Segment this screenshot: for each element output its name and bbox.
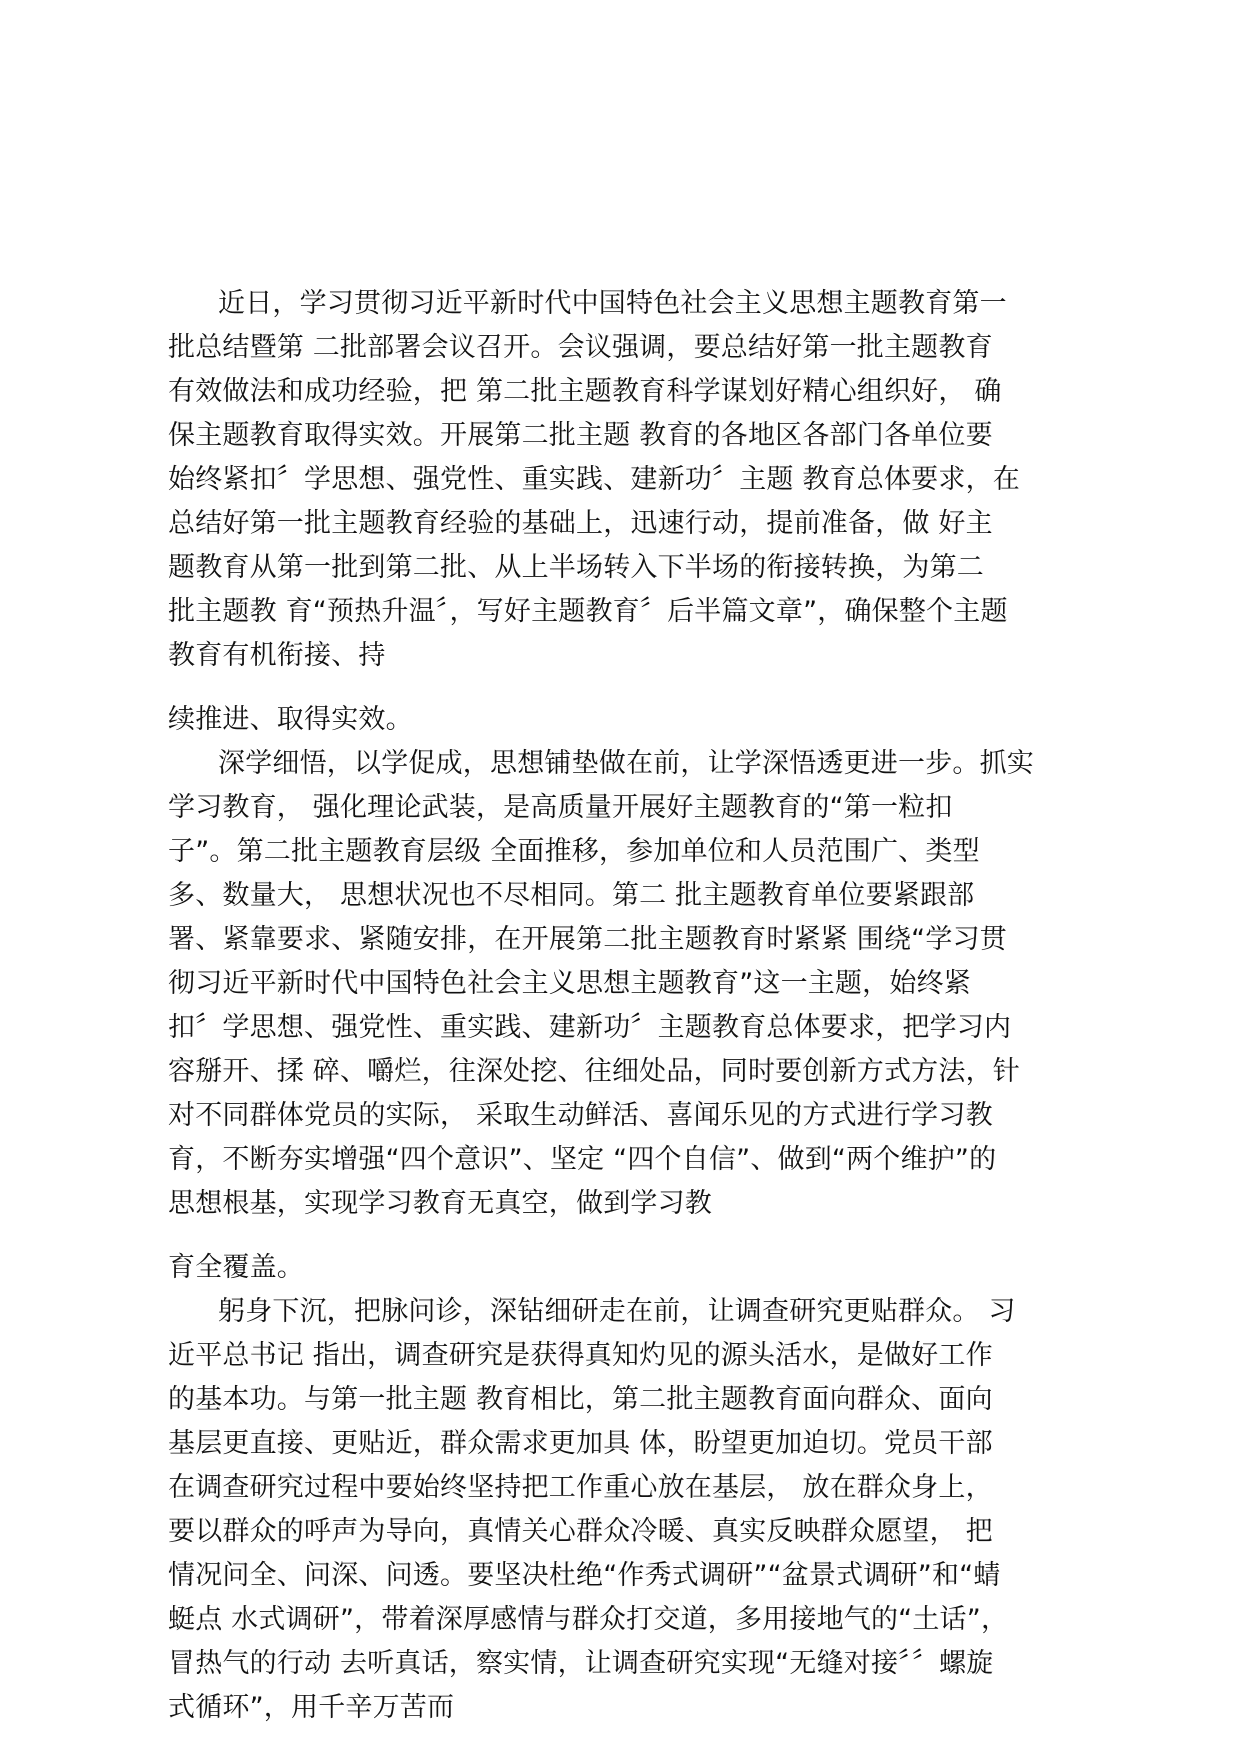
paragraph-line: 深学细悟，以学促成，思想铺垫做在前，让学深悟透更进一步。抓实 <box>218 748 1034 779</box>
paragraph-line: 有效做法和成功经验，把 第二批主题教育科学谋划好精心组织好， 确 <box>168 376 1002 407</box>
paragraph-line: 总结好第一批主题教育经验的基础上，迅速行动，提前准备，做 好主 <box>168 508 993 539</box>
document-body <box>168 282 1088 1730</box>
paragraph-line: 要以群众的呼声为导向，真情关心群众冷暖、真实反映群众愿望， 把 <box>168 1516 993 1547</box>
paragraph-1-continuation <box>168 698 1088 742</box>
paragraph-line: 署、紧靠要求、紧随安排，在开展第二批主题教育时紧紧 围绕“学习贯 <box>168 924 1007 955</box>
paragraph-line: 批主题教 育“预热升温〞，写好主题教育〞后半篇文章”，确保整个主题 <box>168 596 1008 627</box>
paragraph-line: 育全覆盖。 <box>168 1252 304 1283</box>
paragraph-1 <box>168 282 1088 678</box>
paragraph-line: 批总结暨第 二批部署会议召开。会议强调，要总结好第一批主题教育 <box>168 332 993 363</box>
paragraph-line: 学习教育， 强化理论武装，是高质量开展好主题教育的“第一粒扣 <box>168 792 953 823</box>
paragraph-line: 子”。第二批主题教育层级 全面推移，参加单位和人员范围广、类型 <box>168 836 980 867</box>
paragraph-2 <box>168 742 1088 1226</box>
paragraph-line: 思想根基，实现学习教育无真空，做到学习教 <box>168 1188 712 1219</box>
paragraph-line: 的基本功。与第一批主题 教育相比，第二批主题教育面向群众、面向 <box>168 1384 993 1415</box>
paragraph-line: 躬身下沉，把脉问诊，深钻细研走在前，让调查研究更贴群众。 习 <box>218 1296 1016 1327</box>
paragraph-line: 多、数量大， 思想状况也不尽相同。第二 批主题教育单位要紧跟部 <box>168 880 975 911</box>
paragraph-line: 题教育从第一批到第二批、从上半场转入下半场的衔接转换，为第二 <box>168 552 984 583</box>
paragraph-line: 续推进、取得实效。 <box>168 704 413 735</box>
paragraph-line: 式循环”，用千辛万苦而 <box>168 1692 455 1723</box>
paragraph-line: 情况问全、问深、问透。要坚决杜绝“作秀式调研”“盆景式调研”和“蜻 <box>168 1560 1001 1591</box>
paragraph-line: 扣〞学思想、强党性、重实践、建新功〞主题教育总体要求，把学习内 <box>168 1012 1012 1043</box>
paragraph-line: 蜓点 水式调研”，带着深厚感情与群众打交道，多用接地气的“土话”， <box>168 1604 1009 1635</box>
paragraph-line: 始终紧扣〞学思想、强党性、重实践、建新功〞主题 教育总体要求，在 <box>168 464 1020 495</box>
paragraph-3 <box>168 1290 1088 1730</box>
paragraph-line: 教育有机衔接、持 <box>168 640 386 671</box>
paragraph-line: 近日，学习贯彻习近平新时代中国特色社会主义思想主题教育第一 <box>218 288 1007 319</box>
paragraph-line: 近平总书记 指出，调查研究是获得真知灼见的源头活水，是做好工作 <box>168 1340 993 1371</box>
paragraph-line: 容掰开、揉 碎、嚼烂，往深处挖、往细处品，同时要创新方式方法，针 <box>168 1056 1020 1087</box>
paragraph-line: 彻习近平新时代中国特色社会主义思想主题教育”这一主题，始终紧 <box>168 968 971 999</box>
paragraph-line: 对不同群体党员的实际， 采取生动鲜活、喜闻乐见的方式进行学习教 <box>168 1100 993 1131</box>
paragraph-line: 基层更直接、更贴近，群众需求更加具 体，盼望更加迫切。党员干部 <box>168 1428 993 1459</box>
paragraph-line: 在调查研究过程中要始终坚持把工作重心放在基层， 放在群众身上， <box>168 1472 993 1503</box>
paragraph-2-continuation <box>168 1246 1088 1290</box>
paragraph-line: 育，不断夯实增强“四个意识”、坚定 “四个自信”、做到“两个维护”的 <box>168 1144 997 1175</box>
paragraph-line: 冒热气的行动 去听真话，察实情，让调查研究实现“无缝对接〞〞螺旋 <box>168 1648 994 1679</box>
paragraph-line: 保主题教育取得实效。开展第二批主题 教育的各地区各部门各单位要 <box>168 420 993 451</box>
